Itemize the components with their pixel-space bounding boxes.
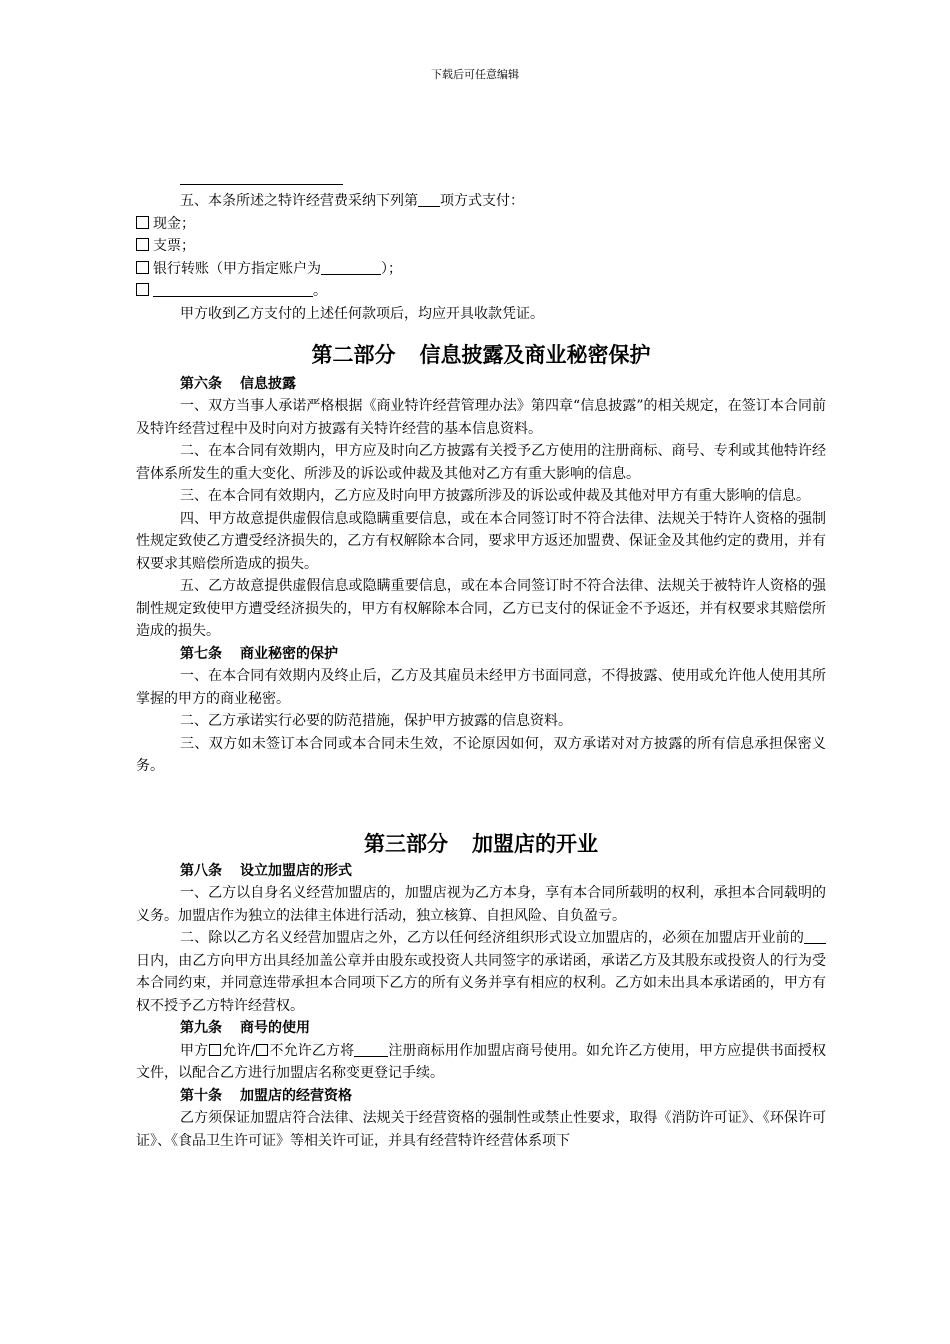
part2-heading: 第二部分 信息披露及商业秘密保护 [311,343,651,367]
other-checkbox[interactable] [136,283,149,296]
article8-heading: 第八条 设立加盟店的形式 [180,862,352,879]
article7-p3: 三、双方如未签订本合同或本合同未生效，不论原因如何，双方承诺对对方披露的所有信息承担保密义务。 [136,735,826,774]
article6-p5: 五、乙方故意提供虚假信息或隐瞒重要信息，或在本合同签订时不符合法律、法规关于被特许人资格的强制性规定致使甲方遭受经济损失的，甲方有权解除本合同，乙方已支付的保证金不予返还，并有权要求其赔偿所造成的损失。 [136,578,826,639]
allow-checkbox[interactable] [209,1044,221,1056]
article7-p1: 一、在本合同有效期内及终止后，乙方及其雇员未经甲方书面同意，不得披露、使用或允许他人使用其所掌握的甲方的商业秘密。 [136,668,826,707]
trademark-blank[interactable] [354,1042,388,1057]
article9-heading: 第九条 商号的使用 [180,1020,310,1036]
article6-p1: 一、双方当事人承诺严格根据《商业特许经营管理办法》第四章“信息披露”的相关规定，在签订本合同前及特许经营过程中及时向对方披露有关特许经营的基本信息资料。 [136,398,826,437]
payment-section [136,190,826,325]
method-number-blank[interactable] [418,192,440,207]
article6-p4: 四、甲方故意提供虚假信息或隐瞒重要信息，或在本合同签订时不符合法律、法规关于特许人资格的强制性规定致使乙方遭受经济损失的，乙方有权解除本合同，要求甲方返还加盟费、保证金及其他约定的费用，并有权要求其赔偿所造成的损失。 [136,510,826,572]
article6-p3: 三、在本合同有效期内，乙方应及时向甲方披露所涉及的诉讼或仲裁及其他对甲方有重大影响的信息。 [180,488,810,504]
article9-p1: 甲方 允许/ 不允许乙方将 注册商标用作加盟店商号使用。如允许乙方使用，甲方应提供书面授权文件，以配合乙方进行加盟店名称变更登记手续。 [136,1042,827,1081]
payment-method-line: 五、本条所述之特许经营费采纳下列第 项方式支付： [180,193,524,209]
option-other: 。 [136,280,826,303]
article6-p2: 二、在本合同有效期内，甲方应及时向乙方披露有关授予乙方使用的注册商标、商号、专利或其他特许经营体系所发生的重大变化、所涉及的诉讼或仲裁及其他对乙方有重大影响的信息。 [136,443,826,482]
bank-checkbox[interactable] [136,261,149,274]
option-bank: 银行转账（甲方指定账户为 ）； [136,258,826,281]
part3-heading: 第三部分 加盟店的开业 [364,832,598,856]
article10-p1: 乙方须保证加盟店符合法律、法规关于经营资格的强制性或禁止性要求，取得《消防许可证》、《环保许可证》、《食品卫生许可证》等相关许可证，并具有经营特许经营体系项下 [136,1110,826,1149]
bank-account-blank[interactable] [321,260,381,275]
days-blank[interactable] [804,929,826,944]
article8-p2: 二、除以乙方名义经营加盟店之外，乙方以任何经济组织形式设立加盟店的，必须在加盟店开业前的日内，由乙方向甲方出具经加盖公章并由股东或投资人共同签字的承诺函，承诺乙方及其股东或投资人的行为受本合同约束，并同意连带承担本合同项下乙方的所有义务并享有相应的权利。乙方如未出具本承诺函的，甲方有权不授予乙方特许经营权。 [136,930,826,1014]
option-cash: 现金； [136,213,826,236]
option-check: 支票； [136,235,826,258]
article7-p2: 二、乙方承诺实行必要的防范措施，保护甲方披露的信息资料。 [180,713,572,729]
check-checkbox[interactable] [136,238,149,251]
article8-p1: 一、乙方以自身名义经营加盟店的，加盟店视为乙方本身，享有本合同所载明的权利，承担本合同载明的义务。加盟店作为独立的法律主体进行活动，独立核算、自担风险、自负盈亏。 [136,885,826,924]
cash-checkbox[interactable] [136,216,149,229]
disallow-checkbox[interactable] [256,1044,268,1056]
article7-heading: 第七条 商业秘密的保护 [180,645,338,662]
part3-section [136,833,826,1152]
other-method-blank[interactable] [153,282,313,297]
article6-heading: 第六条 信息披露 [180,375,296,392]
receipt-text: 甲方收到乙方支付的上述任何款项后，均应开具收款凭证。 [180,305,544,322]
article10-heading: 第十条 加盟店的经营资格 [180,1087,352,1104]
page-header: 下载后可任意编辑 [431,68,519,81]
top-rule [180,184,343,185]
part2-section [136,344,826,778]
